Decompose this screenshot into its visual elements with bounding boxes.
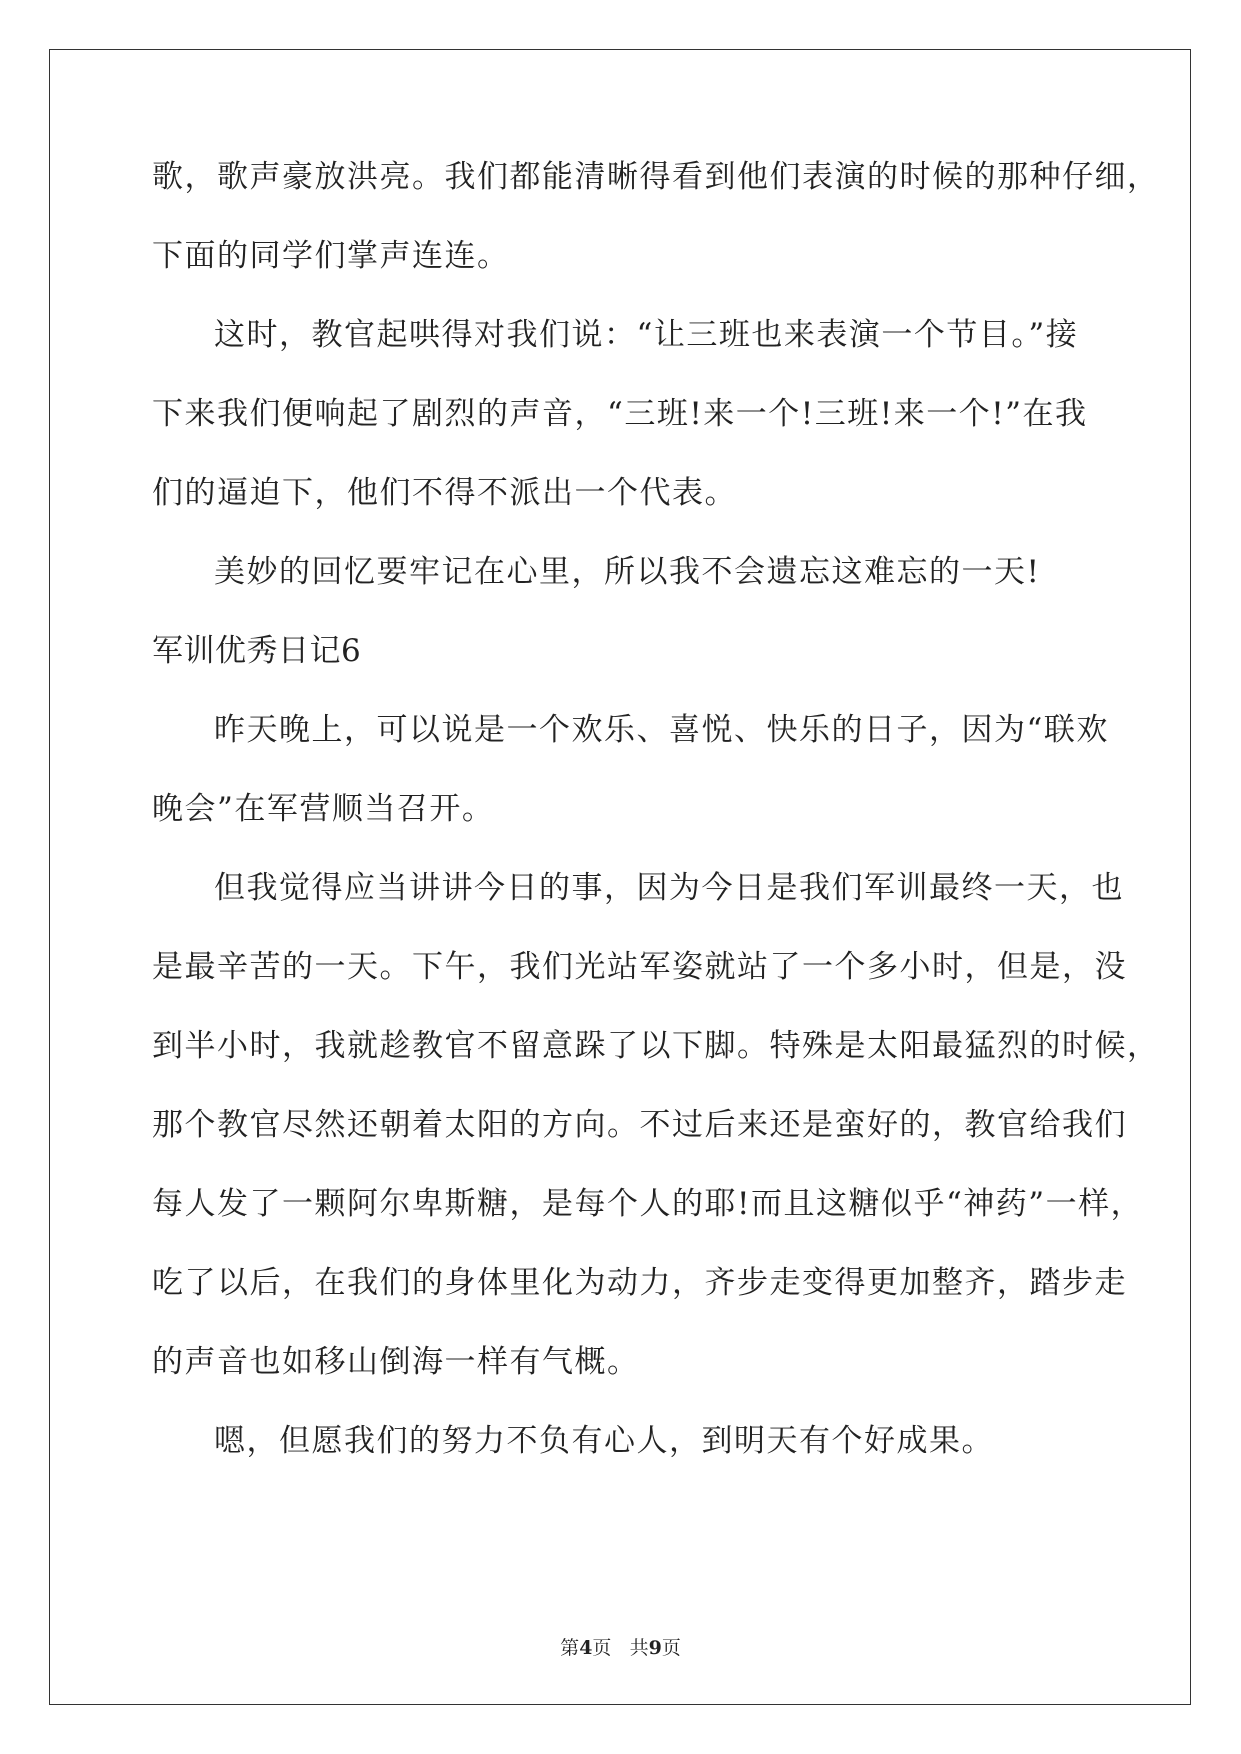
page-prefix: 第 (560, 1637, 580, 1659)
paragraph-start: 昨天晚上，可以说是一个欢乐、喜悦、快乐的日子，因为“联欢 (214, 712, 1109, 748)
page-footer (0, 1633, 1241, 1660)
text-line: 那个教官尽然还朝着太阳的方向。不过后来还是蛮好的，教官给我们 (152, 1107, 1127, 1143)
total-suffix: 页 (661, 1637, 681, 1659)
text-line: 们的逼迫下，他们不得不派出一个代表。 (152, 475, 737, 511)
text-line: 的声音也如移山倒海一样有气概。 (152, 1344, 640, 1380)
text-line: 到半小时，我就趁教官不留意跺了以下脚。特殊是太阳最猛烈的时候， (152, 1028, 1160, 1064)
text-line: 下来我们便响起了剧烈的声音，“三班!来一个!三班!来一个!”在我 (152, 396, 1088, 432)
text-line: 下面的同学们掌声连连。 (152, 238, 510, 274)
text-line: 晚会”在军营顺当召开。 (152, 791, 495, 827)
total-pages-number: 9 (648, 1637, 662, 1659)
paragraph-start: 美妙的回忆要牢记在心里，所以我不会遗忘这难忘的一天! (214, 554, 1041, 590)
paragraph-start: 嗯，但愿我们的努力不负有心人，到明天有个好成果。 (214, 1423, 994, 1459)
text-line: 是最辛苦的一天。下午，我们光站军姿就站了一个多小时，但是，没 (152, 949, 1127, 985)
total-prefix: 共 (629, 1637, 649, 1659)
page-suffix: 页 (592, 1637, 612, 1659)
current-page-number: 4 (579, 1637, 593, 1659)
paragraph-start: 这时，教官起哄得对我们说：“让三班也来表演一个节目。”接 (214, 317, 1079, 353)
text-line: 吃了以后，在我们的身体里化为动力，齐步走变得更加整齐，踏步走 (152, 1265, 1127, 1301)
paragraph-start: 但我觉得应当讲讲今日的事，因为今日是我们军训最终一天，也 (214, 870, 1124, 906)
text-line: 歌，歌声豪放洪亮。我们都能清晰得看到他们表演的时候的那种仔细， (152, 159, 1160, 195)
text-line: 每人发了一颗阿尔卑斯糖，是每个人的耶!而且这糖似乎“神药”一样， (152, 1186, 1144, 1222)
document-body (152, 138, 1160, 1481)
section-heading: 军训优秀日记6 (152, 633, 362, 669)
